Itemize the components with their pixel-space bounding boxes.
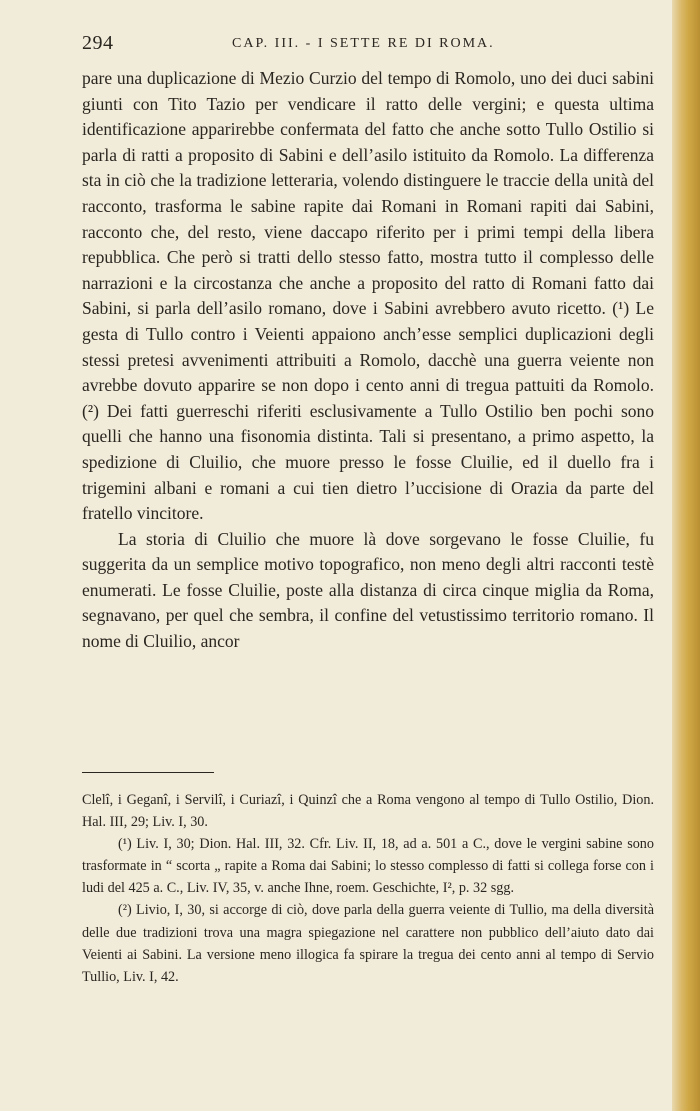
body-paragraph: La storia di Cluilio che muore là dove sorgevano le fosse Cluilie, fu suggerita da un semplice motivo topografico, non meno degli altri racconti testè enumerati. Le fosse Cluilie, poste alla distanza di circa cinque miglia da Roma, segnavano, per quel che sembra, il confine del vetustissimo territorio romano. Il nome di Cluilio, ancor <box>82 528 654 652</box>
footnotes <box>82 789 654 988</box>
running-head: CAP. III. - I SETTE RE DI ROMA. <box>232 36 495 51</box>
footnote-continuation: Clelî, i Geganî, i Servilî, i Curiazî, i Quinzî che a Roma vengono al tempo di Tullo Ostilio, Dion. Hal. III, 29; Liv. I, 30. <box>82 792 654 831</box>
main-text <box>82 66 654 655</box>
footnote-2: (²) Livio, I, 30, si accorge di ciò, dove parla della guerra veiente di Tullio, ma della diversità delle due tradizioni trova una magra spiegazione nel carattere non pubblico dell’aiuto dato dai Veienti ai Sabini. La versione meno illogica fa spirare la tregua dei cento anni al tempo di Servio Tullio, Liv. I, 42. <box>82 902 654 985</box>
body-paragraph: pare una duplicazione di Mezio Curzio del tempo di Romolo, uno dei duci sabini giunti con Tito Tazio per vendicare il ratto delle vergini; e questa ultima identificazione apparirebbe confermata del fatto che anche sotto Tullo Ostilio si parla di ratti a proposito di Sabini e dell’asilo istituito da Romolo. La differenza sta in ciò che la tradizione letteraria, volendo distinguere le traccie della unità del racconto, trasforma le sabine rapite dai Romani in Romani rapiti dai Sabini, racconto che, del resto, viene daccapo riferito per i primi tempi della libera repubblica. Che però si tratti dello stesso fatto, mostra tutto il complesso delle narrazioni e la circostanza che anche a proposito del ratto di Romani fatto dai Sabini, si parla dell’asilo romano, dove i Sabini avrebbero avuto ricetto. (¹) Le gesta di Tullo contro i Veienti appaiono anch’esse semplici duplicazioni degli stessi pretesi avvenimenti attribuiti a Romolo, dacchè una guerra veiente non avrebbe dovuto apparire se non dopo i cento anni di tregua pattuiti da Romolo. (²) Dei fatti guerreschi riferiti esclusivamente a Tullo Ostilio ben pochi sono quelli che hanno una fisonomia distinta. Tali si presentano, a primo aspetto, la spedizione di Cluilio, che muore presso le fosse Cluilie, ed il duello fra i trigemini albani e romani a cui tien dietro l’uccisione di Orazia da parte del fratello vincitore. <box>82 68 654 524</box>
footnote-separator <box>82 772 214 773</box>
footnote-1: (¹) Liv. I, 30; Dion. Hal. III, 32. Cfr. Liv. II, 18, ad a. 501 a C., dove le vergini sabine sono trasformate in “ scorta „ rapite a Roma dai Sabini; lo stesso complesso di fatti si collega forse con i ludi del 425 a. C., Liv. IV, 35, v. anche Ihne, roem. Geschichte, I², p. 32 sgg. <box>82 836 654 897</box>
page-edge <box>672 0 700 1111</box>
page-header <box>82 32 654 56</box>
page-number: 294 <box>82 32 114 54</box>
